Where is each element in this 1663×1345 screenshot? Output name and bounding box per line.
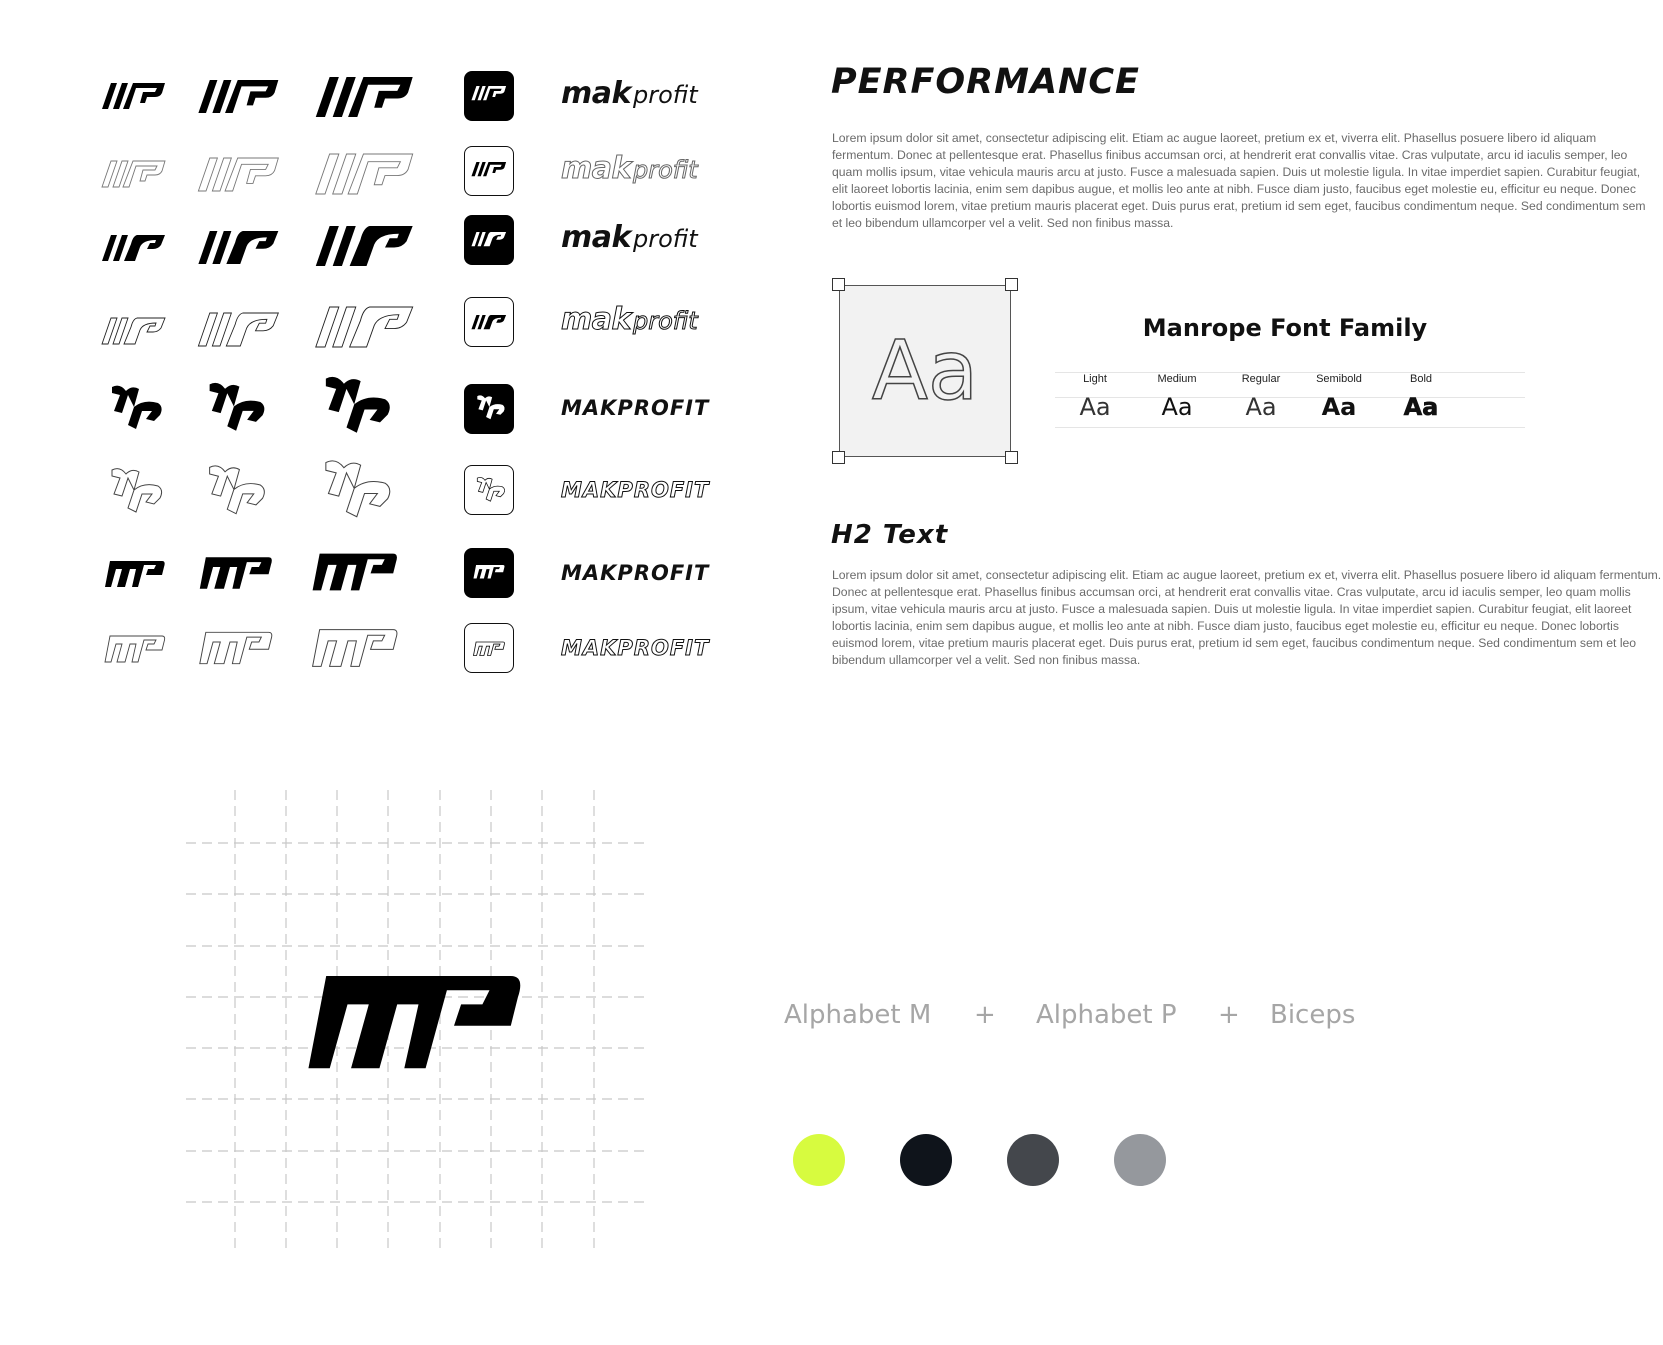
mp-block-logo-medium-filled	[201, 557, 271, 589]
slash-logo-medium-filled	[197, 80, 281, 113]
mp-block-app-icon-outline	[464, 623, 514, 673]
mp-block-logo-small-outline	[106, 636, 164, 662]
wordmark-lowercase-outline: makprofit	[561, 151, 698, 186]
weight-sample: Aa	[1161, 393, 1193, 421]
weight-sample: Aa	[1321, 393, 1357, 421]
mp-primary-logo	[308, 976, 520, 1068]
mp-monogram-large-filled	[318, 376, 393, 434]
mp-block-logo-small-filled	[106, 561, 164, 587]
headline-performance: PERFORMANCE	[831, 62, 1140, 102]
weight-label: Light	[1083, 373, 1107, 385]
weight-column-semibold	[1299, 373, 1379, 421]
color-swatch-gray	[1114, 1134, 1166, 1186]
wordmark-lowercase-filled-2: makprofit	[561, 220, 698, 255]
formula-plus-2: +	[1218, 1000, 1240, 1030]
mp-monogram-large-outline	[318, 460, 393, 518]
curve-logo-small-filled	[103, 235, 165, 261]
wordmark-caps-filled-2: MAKPROFIT	[561, 561, 710, 585]
mp-monogram-small-filled	[106, 385, 164, 430]
slash-app-icon-filled	[464, 71, 514, 121]
resize-handle-top-right	[1005, 278, 1018, 291]
h2-sample-heading: H2 Text	[831, 520, 949, 550]
weight-label: Regular	[1241, 373, 1281, 385]
weights-divider	[1055, 427, 1525, 428]
mp-block-app-icon-filled	[464, 548, 514, 598]
mp-monogram-medium-outline	[203, 465, 267, 515]
mp-block-logo-large-filled	[314, 553, 396, 591]
weight-sample: Aa	[1245, 393, 1277, 421]
font-family-title: Manrope Font Family	[1142, 314, 1428, 342]
slash-app-icon-outline	[464, 146, 514, 196]
mp-app-icon-filled	[464, 384, 514, 434]
logo-variations-grid	[0, 0, 760, 700]
curve-logo-small-outline	[103, 318, 165, 344]
weight-column-medium	[1137, 373, 1217, 421]
body-paragraph-2: Lorem ipsum dolor sit amet, consectetur adipiscing elit. Etiam ac augue laoreet, pretium ex et, viverra elit. Phasellus posuere libero id aliquam fermentum. Donec at pellentesque erat. Phasellus finibus accumsan orci, at hendrerit erat convallis vitae. Cras vulputate, arcu id iaculis semper, leo quam mollis ipsum, vitae vehicula mauris arcu at justo. Fusce a malesuada sapien. Duis ut molestie ligula. In vitae imperdiet sapien. Curabitur feugiat, elit laoreet lobortis lacinia, enim sem dapibus augue, et mollis leo ante at nibh. Fusce diam justo, faucibus eget molestie eu, efficitur eu neque. Donec lobortis euismod lorem, vitae pretium mauris placerat eget. Duis purus erat, pretium id sem eget, faucibus condimentum neque. Sed condimentum sem et leo bibendum ullamcorper vel a velit. Sed non finibus massa.	[832, 568, 1662, 667]
mp-monogram-medium-filled	[203, 382, 267, 432]
weight-sample: Aa	[1403, 393, 1439, 421]
body-paragraph-1: Lorem ipsum dolor sit amet, consectetur adipiscing elit. Etiam ac augue laoreet, pretium ex et, viverra elit. Phasellus posuere libero id aliquam fermentum. Donec at pellentesque erat. Phasellus finibus accumsan orci, at hendrerit erat convallis vitae. Cras vulputate, arcu id iaculis semper, leo quam mollis ipsum, vitae vehicula mauris arcu at justo. Fusce a malesuada sapien. Duis ut molestie ligula. In vitae imperdiet sapien. Curabitur feugiat, elit laoreet lobortis lacinia, enim sem dapibus augue, et mollis leo ante at nibh. Fusce diam justo, faucibus eget molestie eu, efficitur eu neque. Donec lobortis euismod lorem, vitae pretium mauris placerat eget. Duis purus erat, pretium id sem eget, faucibus condimentum neque. Sed condimentum sem et leo bibendum ullamcorper vel a velit. Sed non finibus massa.	[832, 131, 1646, 230]
font-weights-table	[1055, 372, 1525, 429]
weight-column-regular	[1221, 373, 1301, 421]
wordmark-lowercase-outline-2: makprofit	[561, 302, 698, 337]
formula-alphabet-m: Alphabet M	[784, 1000, 932, 1030]
wordmark-caps-outline-2: MAKPROFIT	[561, 636, 710, 660]
slash-logo-large-outline	[314, 154, 416, 194]
curve-logo-large-filled	[314, 226, 416, 266]
curve-logo-medium-filled	[197, 231, 281, 264]
weight-column-light	[1055, 373, 1135, 421]
resize-handle-bottom-right	[1005, 451, 1018, 464]
formula-biceps: Biceps	[1270, 1000, 1356, 1030]
curve-app-icon-filled	[464, 215, 514, 265]
color-swatch-dark-gray	[1007, 1134, 1059, 1186]
wordmark-caps-filled: MAKPROFIT	[561, 396, 710, 420]
slash-logo-medium-outline	[197, 158, 281, 191]
color-swatch-black	[900, 1134, 952, 1186]
weight-column-bold	[1381, 373, 1461, 421]
resize-handle-bottom-left	[832, 451, 845, 464]
weight-label: Bold	[1409, 373, 1433, 385]
formula-plus-1: +	[974, 1000, 996, 1030]
slash-logo-small-outline	[103, 161, 165, 187]
formula-alphabet-p: Alphabet P	[1036, 1000, 1177, 1030]
mp-block-logo-medium-outline	[201, 632, 271, 664]
curve-logo-medium-outline	[197, 313, 281, 346]
weight-sample: Aa	[1079, 393, 1111, 421]
curve-app-icon-outline	[464, 297, 514, 347]
curve-logo-large-outline	[314, 307, 416, 347]
mp-block-logo-large-outline	[314, 629, 396, 667]
specimen-glyph: Aa	[871, 323, 979, 419]
wordmark-caps-outline: MAKPROFIT	[561, 478, 710, 502]
slash-logo-large-filled	[314, 77, 416, 117]
mp-app-icon-outline	[464, 465, 514, 515]
weight-label: Medium	[1157, 373, 1197, 385]
wordmark-lowercase-filled: makprofit	[561, 76, 698, 111]
slash-logo-small-filled	[103, 83, 165, 109]
mp-monogram-small-outline	[106, 468, 164, 513]
resize-handle-top-left	[832, 278, 845, 291]
logo-construction-grid	[186, 790, 646, 1250]
weight-label: Semibold	[1316, 373, 1362, 385]
color-swatch-lime	[793, 1134, 845, 1186]
font-specimen-box	[839, 285, 1011, 457]
